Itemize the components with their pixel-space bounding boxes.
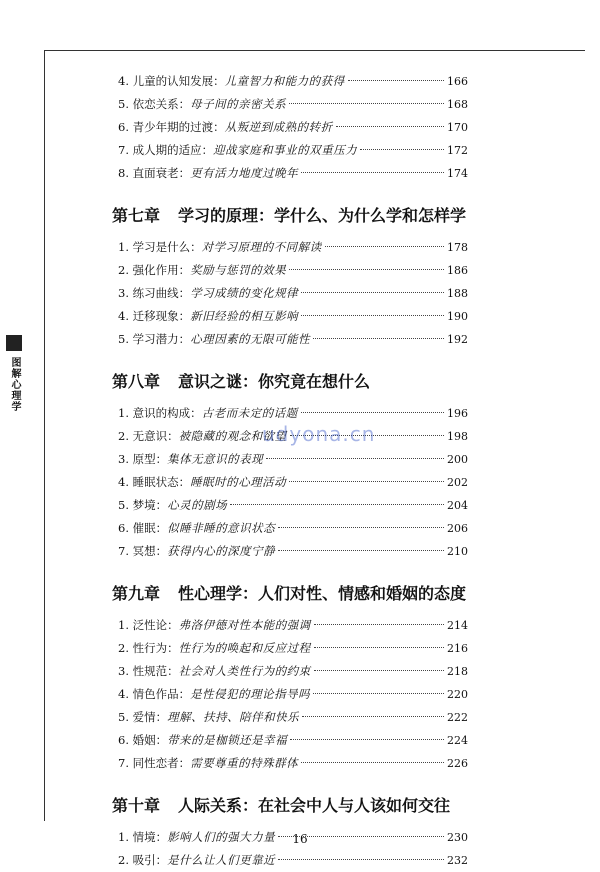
entry-page-number: 204 [447,499,468,512]
entry-subtitle: 弗洛伊德对性本能的强调 [178,618,311,632]
toc-entry[interactable] [118,162,468,185]
toc-entry[interactable] [118,517,468,540]
side-tab-label: 图解心理学 [9,357,20,412]
entry-title: 6. 婚姻： [118,733,168,747]
entry-title: 6. 催眠： [118,521,168,535]
entry-subtitle: 集体无意识的表现 [167,452,264,466]
dot-leader [313,338,444,339]
entry-page-number: 168 [447,98,468,111]
toc-entry[interactable] [118,706,468,729]
toc-entry[interactable] [118,660,468,683]
toc-entry[interactable] [118,448,468,471]
toc-entry[interactable] [118,282,468,305]
entry-page-number: 210 [447,545,468,558]
side-tab-block [6,335,22,351]
entry-subtitle: 迎战家庭和事业的双重压力 [213,143,358,157]
toc-entry[interactable] [118,305,468,328]
entry-subtitle: 是什么让人们更靠近 [167,853,276,867]
entry-title: 3. 原型： [118,452,168,466]
entry-subtitle: 古老而未定的话题 [201,406,298,420]
toc-entry[interactable] [118,93,468,116]
dot-leader [302,716,444,717]
dot-leader [278,527,444,528]
entry-subtitle: 儿童智力和能力的获得 [224,74,345,88]
toc-entry[interactable] [118,637,468,660]
entry-page-number: 192 [447,333,468,346]
dot-leader [290,739,444,740]
toc-entry[interactable] [118,259,468,282]
dot-leader [301,315,444,316]
dot-leader [278,859,444,860]
entry-page-number: 200 [447,453,468,466]
page-number: 16 [292,832,308,846]
dot-leader [230,504,444,505]
dot-leader [314,624,444,625]
entry-title: 7. 成人期的适应： [118,143,214,157]
entry-page-number: 202 [447,476,468,489]
dot-leader [301,412,444,413]
entry-subtitle: 社会对人类性行为的约束 [178,664,311,678]
toc-entry[interactable] [118,683,468,706]
dot-leader [301,762,444,763]
entry-page-number: 230 [447,831,468,844]
entry-page-number: 188 [447,287,468,300]
dot-leader [301,292,444,293]
dot-leader [360,149,444,150]
entry-page-number: 166 [447,75,468,88]
entry-title: 2. 强化作用： [118,263,191,277]
entry-title: 7. 同性恋者： [118,756,191,770]
entry-subtitle: 理解、扶持、陪伴和快乐 [167,710,300,724]
entry-title: 2. 吸引： [118,853,168,867]
entry-subtitle: 对学习原理的不同解读 [201,240,322,254]
dot-leader [314,670,444,671]
entry-page-number: 174 [447,167,468,180]
side-tab [4,335,24,412]
entry-page-number: 206 [447,522,468,535]
entry-subtitle: 需要尊重的特殊群体 [190,756,299,770]
toc-entry[interactable] [118,236,468,259]
dot-leader [266,458,444,459]
entry-page-number: 218 [447,665,468,678]
entry-title: 4. 儿童的认知发展： [118,74,225,88]
chapter-number: 第十章 [112,796,161,815]
entry-subtitle: 影响人们的强大力量 [167,830,276,844]
entry-subtitle: 更有活力地度过晚年 [190,166,299,180]
entry-page-number: 198 [447,430,468,443]
entry-title: 1. 情境： [118,830,168,844]
chapter-title: 人际关系：在社会中人与人该如何交往 [178,796,451,815]
dot-leader [289,481,444,482]
entry-subtitle: 从叛逆到成熟的转折 [224,120,333,134]
dot-leader [348,80,444,81]
dot-leader [289,269,444,270]
toc-entry[interactable] [118,116,468,139]
dot-leader [289,103,444,104]
entry-page-number: 216 [447,642,468,655]
entry-subtitle: 母子间的亲密关系 [190,97,287,111]
entry-page-number: 222 [447,711,468,724]
entry-page-number: 196 [447,407,468,420]
entry-title: 1. 学习是什么： [118,240,202,254]
dot-leader [301,172,444,173]
entry-title: 7. 冥想： [118,544,168,558]
entry-page-number: 178 [447,241,468,254]
dot-leader [278,550,444,551]
entry-title: 4. 睡眠状态： [118,475,191,489]
entry-subtitle: 心灵的剧场 [167,498,228,512]
entry-title: 4. 情色作品： [118,687,191,701]
chapter-title: 性心理学：人们对性、情感和婚姻的态度 [178,584,467,603]
entry-page-number: 186 [447,264,468,277]
table-of-contents [112,70,468,872]
toc-entry[interactable] [118,328,468,351]
toc-entry[interactable] [118,752,468,775]
entry-title: 5. 爱情： [118,710,168,724]
entry-title: 5. 依恋关系： [118,97,191,111]
toc-entry[interactable] [118,849,468,872]
entry-subtitle: 被隐藏的观念和欲望 [178,429,287,443]
entry-title: 5. 梦境： [118,498,168,512]
toc-entry[interactable] [118,471,468,494]
entry-subtitle: 心理因素的无限可能性 [190,332,311,346]
entry-page-number: 190 [447,310,468,323]
entry-title: 8. 直面衰老： [118,166,191,180]
entry-title: 3. 练习曲线： [118,286,191,300]
entry-subtitle: 学习成绩的变化规律 [190,286,299,300]
toc-entry[interactable] [118,494,468,517]
chapter-heading[interactable] [112,203,468,226]
chapter-number: 第七章 [112,206,161,225]
entry-page-number: 170 [447,121,468,134]
chapter-heading[interactable] [112,581,468,604]
dot-leader [325,246,444,247]
watermark: udyona.cn [262,422,376,446]
chapter-number: 第九章 [112,584,161,603]
dot-leader [336,126,444,127]
dot-leader [314,647,444,648]
entry-page-number: 214 [447,619,468,632]
toc-entry[interactable] [118,729,468,752]
entry-subtitle: 睡眠时的心理活动 [190,475,287,489]
entry-page-number: 232 [447,854,468,867]
entry-title: 2. 无意识： [118,429,179,443]
chapter-heading[interactable] [112,369,468,392]
entry-title: 2. 性行为： [118,641,179,655]
entry-subtitle: 是性侵犯的理论指导吗 [190,687,311,701]
entry-page-number: 172 [447,144,468,157]
toc-entry[interactable] [118,540,468,563]
entry-subtitle: 带来的是枷锁还是幸福 [167,733,288,747]
dot-leader [313,693,444,694]
entry-title: 1. 意识的构成： [118,406,202,420]
chapter-heading[interactable] [112,793,468,816]
chapter-title: 意识之谜：你究竟在想什么 [178,372,371,391]
toc-entry[interactable] [118,70,468,93]
toc-entry[interactable] [118,139,468,162]
entry-title: 5. 学习潜力： [118,332,191,346]
entry-subtitle: 奖励与惩罚的效果 [190,263,287,277]
chapter-number: 第八章 [112,372,161,391]
entry-subtitle: 性行为的唤起和反应过程 [178,641,311,655]
entry-page-number: 224 [447,734,468,747]
entry-title: 3. 性规范： [118,664,179,678]
entry-subtitle: 似睡非睡的意识状态 [167,521,276,535]
entry-page-number: 226 [447,757,468,770]
entry-subtitle: 新旧经验的相互影响 [190,309,299,323]
entry-title: 1. 泛性论： [118,618,179,632]
entry-title: 6. 青少年期的过渡： [118,120,225,134]
entry-page-number: 220 [447,688,468,701]
chapter-title: 学习的原理：学什么、为什么学和怎样学 [178,206,467,225]
entry-title: 4. 迁移现象： [118,309,191,323]
toc-entry[interactable] [118,614,468,637]
entry-subtitle: 获得内心的深度宁静 [167,544,276,558]
